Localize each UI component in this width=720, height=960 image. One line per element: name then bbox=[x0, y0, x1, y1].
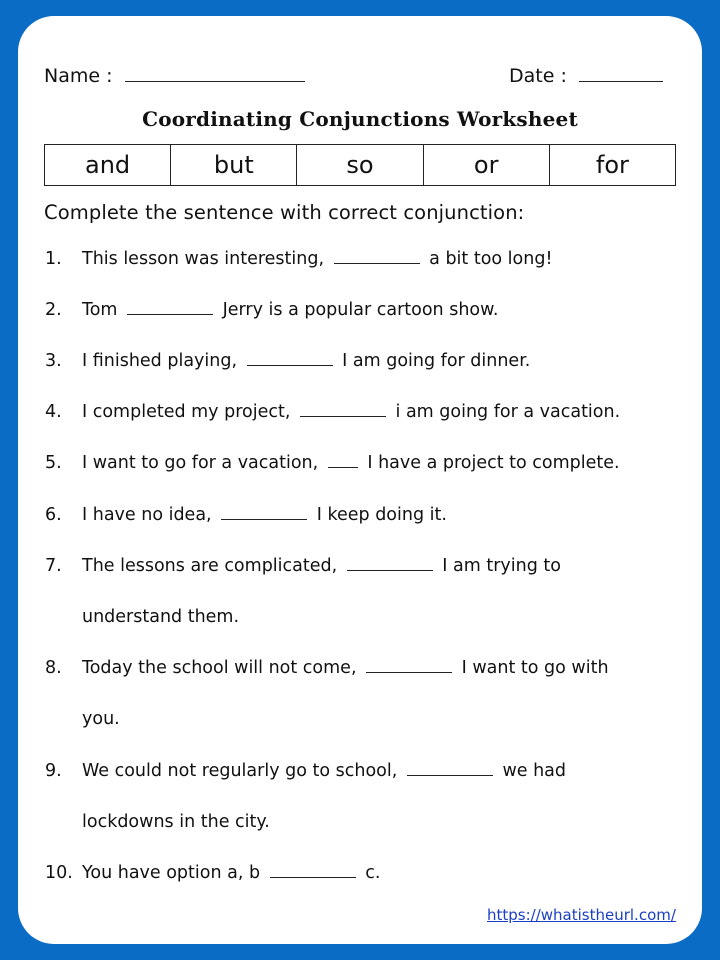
question-number: 6. bbox=[45, 505, 62, 525]
question-7-continuation: understand them. bbox=[82, 607, 240, 627]
answer-blank[interactable] bbox=[270, 863, 356, 878]
question-number: 10. bbox=[45, 863, 73, 883]
question-number: 4. bbox=[45, 402, 62, 422]
date-field bbox=[509, 64, 663, 88]
answer-blank[interactable] bbox=[127, 300, 213, 315]
name-blank[interactable] bbox=[125, 64, 305, 82]
date-label: Date : bbox=[509, 65, 567, 87]
question-text: I have no idea, I keep doing it. bbox=[82, 505, 447, 525]
question-text: I finished playing, I am going for dinner. bbox=[82, 351, 531, 371]
word-bank-so: so bbox=[297, 145, 423, 185]
question-text: This lesson was interesting, a bit too long! bbox=[82, 249, 553, 269]
word-bank-and: and bbox=[45, 145, 171, 185]
question-number: 7. bbox=[45, 556, 62, 576]
answer-blank[interactable] bbox=[366, 658, 452, 673]
answer-blank[interactable] bbox=[221, 505, 307, 520]
word-bank-or: or bbox=[424, 145, 550, 185]
question-number: 5. bbox=[45, 453, 62, 473]
question-text: You have option a, b c. bbox=[82, 863, 381, 883]
question-text: I want to go for a vacation, I have a project to complete. bbox=[82, 453, 620, 473]
question-text: I completed my project, i am going for a vacation. bbox=[82, 402, 621, 422]
question-text: Tom Jerry is a popular cartoon show. bbox=[82, 300, 499, 320]
question-number: 1. bbox=[45, 249, 62, 269]
worksheet-page bbox=[18, 16, 702, 944]
name-field bbox=[44, 64, 305, 88]
source-link[interactable]: https://whatistheurl.com/ bbox=[487, 906, 676, 924]
answer-blank[interactable] bbox=[334, 249, 420, 264]
question-number: 9. bbox=[45, 761, 62, 781]
question-text: Today the school will not come, I want to go with bbox=[82, 658, 609, 678]
word-bank-but: but bbox=[171, 145, 297, 185]
answer-blank[interactable] bbox=[300, 402, 386, 417]
question-number: 2. bbox=[45, 300, 62, 320]
question-9-continuation: lockdowns in the city. bbox=[82, 812, 270, 832]
question-number: 8. bbox=[45, 658, 62, 678]
question-text: The lessons are complicated, I am trying to bbox=[82, 556, 561, 576]
answer-blank[interactable] bbox=[347, 556, 433, 571]
question-number: 3. bbox=[45, 351, 62, 371]
question-text: We could not regularly go to school, we had bbox=[82, 761, 567, 781]
name-label: Name : bbox=[44, 65, 113, 87]
answer-blank[interactable] bbox=[407, 761, 493, 776]
page-title: Coordinating Conjunctions Worksheet bbox=[142, 107, 578, 131]
word-bank bbox=[44, 144, 676, 186]
answer-blank[interactable] bbox=[328, 453, 358, 468]
question-8-continuation: you. bbox=[82, 709, 120, 729]
word-bank-for: for bbox=[595, 151, 629, 179]
date-blank[interactable] bbox=[579, 64, 663, 82]
instruction-text: Complete the sentence with correct conjunction: bbox=[44, 201, 525, 224]
answer-blank[interactable] bbox=[247, 351, 333, 366]
